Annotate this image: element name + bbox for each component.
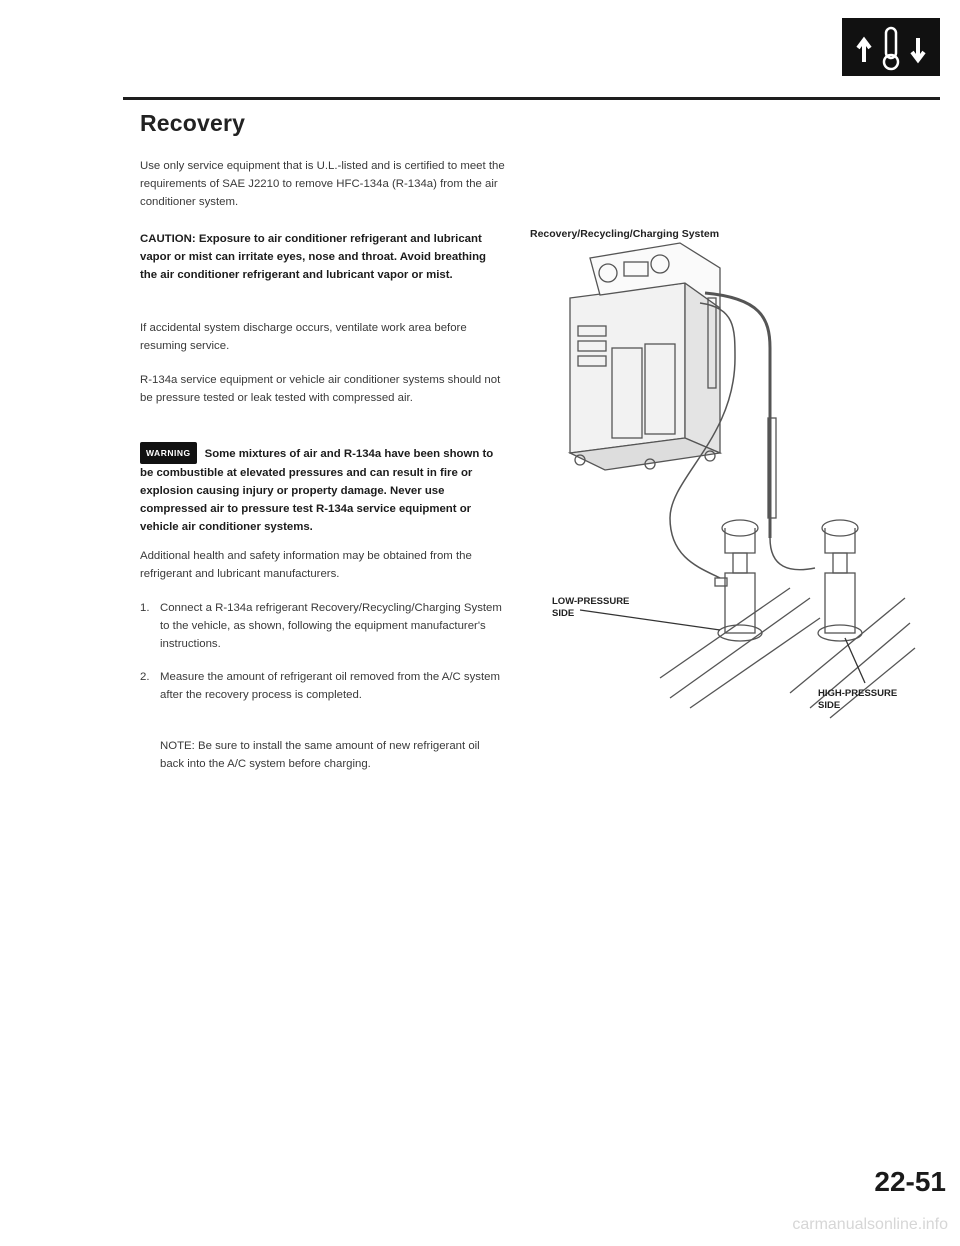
intro-paragraph: Use only service equipment that is U.L.-listed and is certified to meet the requirements of SAE J2210 to remove HFC-134a (R-134a) from the air conditioner system. [140, 160, 505, 208]
step-number: 2. [140, 671, 150, 683]
step-1 [140, 599, 505, 653]
step-text: Measure the amount of refrigerant oil removed from the A/C system after the recovery process is completed. [160, 671, 500, 701]
note-text: NOTE: Be sure to install the same amount of new refrigerant oil back into the A/C system before charging. [160, 740, 480, 770]
health-paragraph: Additional health and safety information may be obtained from the refrigerant and lubricant manufacturers. [140, 550, 472, 580]
note [140, 737, 505, 791]
discharge-paragraph: If accidental system discharge occurs, ventilate work area before resuming service. [140, 322, 467, 352]
thermometer-arrows-icon [842, 18, 940, 76]
page-number: 22-51 [874, 1166, 946, 1197]
step-number: 1. [140, 602, 150, 614]
low-pressure-label: LOW-PRESSURE SIDE [552, 596, 630, 619]
warning-text: Some mixtures of air and R-134a have been shown to be combustible at elevated pressures and can result in fire or explosion causing injury or property damage. Never use compressed air to pressure test R-134a service equipment or vehicle air conditioner systems. [140, 448, 494, 533]
header-rule [123, 97, 940, 100]
caution-paragraph: CAUTION: Exposure to air conditioner refrigerant and lubricant vapor or mist can irritate eyes, nose and throat. Avoid breathing the air conditioner refrigerant and lubricant vapor or mist. [140, 233, 487, 281]
step-text: Connect a R-134a refrigerant Recovery/Recycling/Charging System to the vehicle, as shown, following the equipment manufacturer's instructions. [160, 602, 502, 650]
warning-block [140, 442, 505, 536]
high-pressure-label: HIGH-PRESSURE SIDE [818, 688, 898, 711]
page-title: Recovery [140, 110, 246, 136]
warning-badge: WARNING [140, 442, 197, 464]
step-2 [140, 668, 505, 722]
recovery-system-illustration [520, 238, 920, 728]
pressure-test-paragraph: R-134a service equipment or vehicle air conditioner systems should not be pressure tested or leak tested with compressed air. [140, 374, 501, 404]
figure-title: Recovery/Recycling/Charging System [530, 228, 720, 240]
footer-watermark: carmanualsonline.info [792, 1216, 948, 1233]
